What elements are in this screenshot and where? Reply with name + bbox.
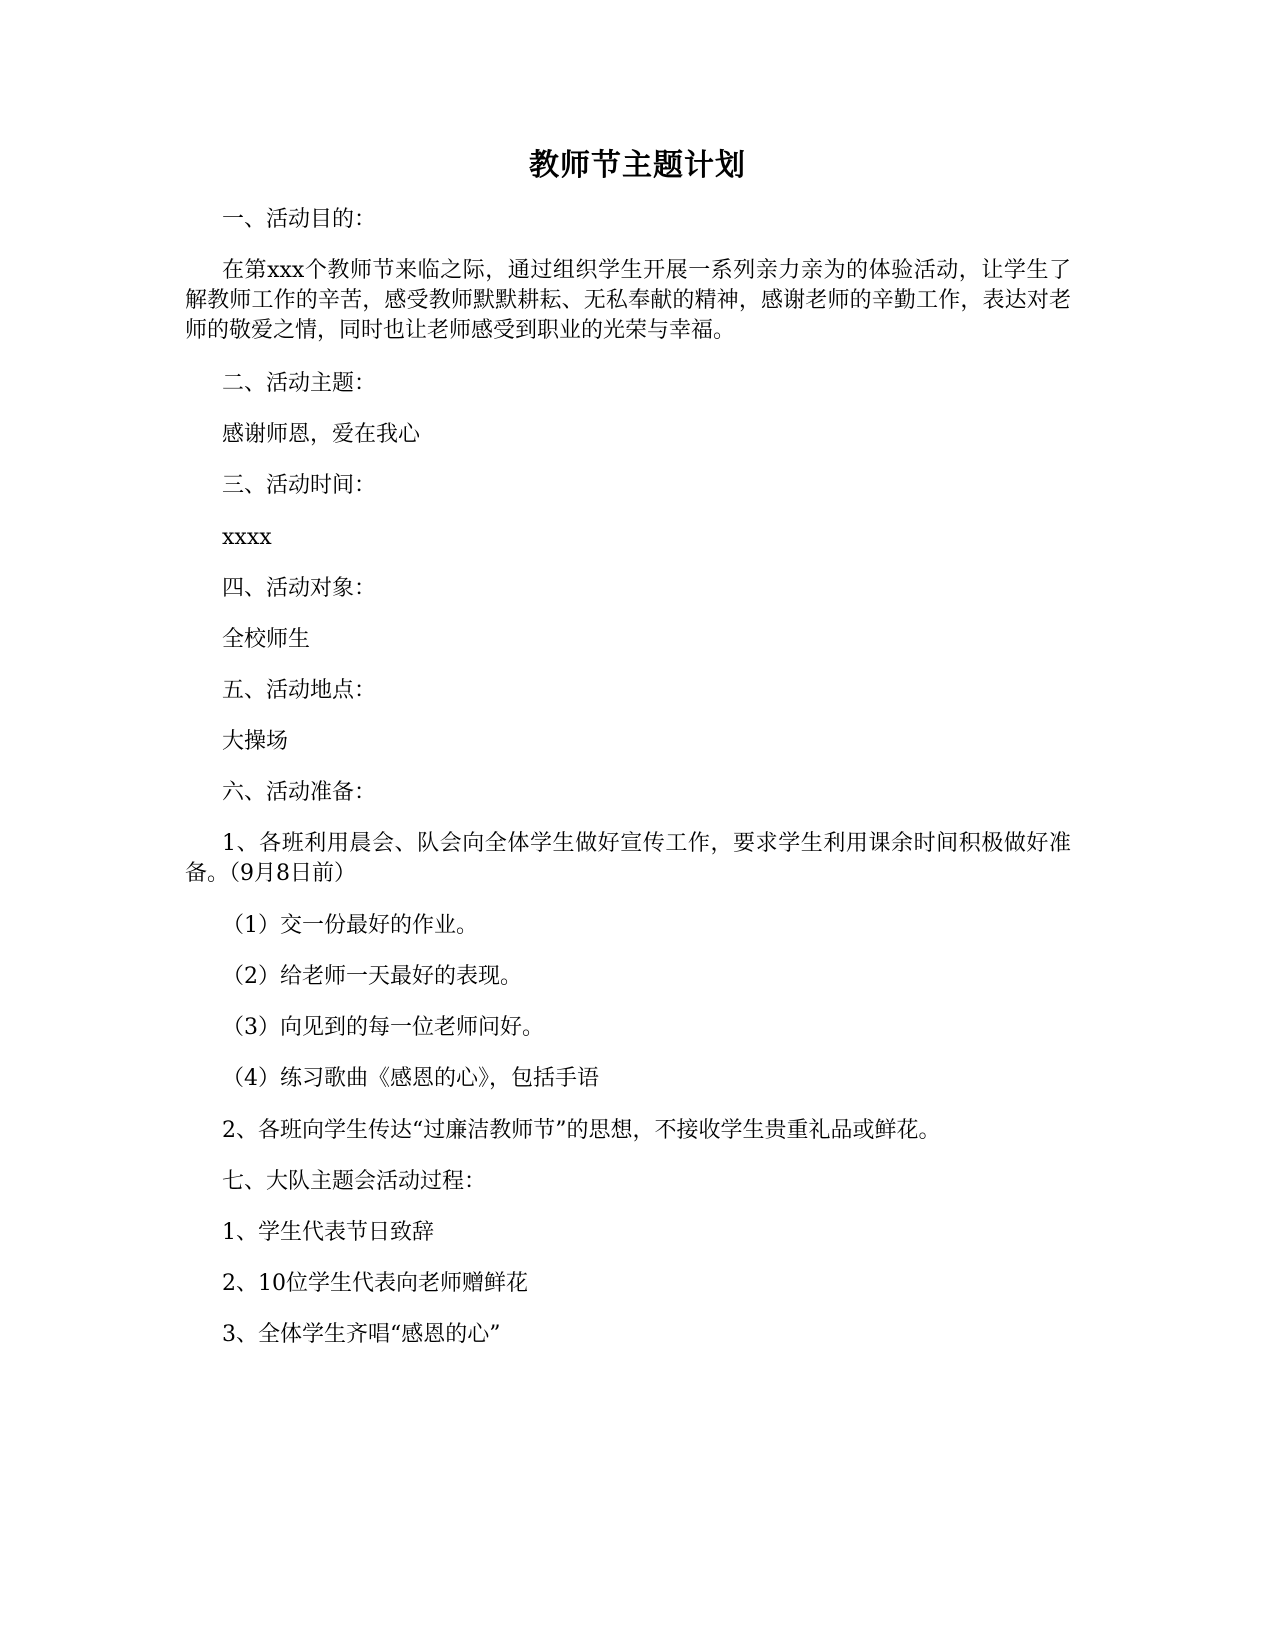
section-heading-purpose: 一、活动目的： xyxy=(222,207,377,232)
paragraph-theme: 感谢师恩，爱在我心 xyxy=(222,422,421,447)
list-item-prep-sub-3: （3）向见到的每一位老师问好。 xyxy=(222,1015,544,1040)
paragraph-prep-item-1: 1、各班利用晨会、队会向全体学生做好宣传工作，要求学生利用课余时间积极做好准备。（9月8日前） xyxy=(185,831,1071,886)
section-heading-preparation: 六、活动准备： xyxy=(222,780,377,805)
section-heading-process: 七、大队主题会活动过程： xyxy=(222,1169,487,1194)
paragraph-prep-item-2: 2、各班向学生传达“过廉洁教师节”的思想，不接收学生贵重礼品或鲜花。 xyxy=(222,1118,941,1143)
paragraph-time: xxxx xyxy=(222,525,272,550)
section-heading-place: 五、活动地点： xyxy=(222,678,377,703)
paragraph-place: 大操场 xyxy=(222,729,289,754)
page-title: 教师节主题计划 xyxy=(529,148,746,183)
paragraph-purpose: 在第xxx个教师节来临之际，通过组织学生开展一系列亲力亲为的体验活动，让学生了解教师工作的辛苦，感受教师默默耕耘、无私奉献的精神，感谢老师的辛勤工作，表达对老师的敬爱之情，同时也让老师感受到职业的光荣与幸福。 xyxy=(185,258,1071,343)
list-item-prep-sub-4: （4）练习歌曲《感恩的心》，包括手语 xyxy=(222,1066,599,1091)
list-item-prep-sub-1: （1）交一份最好的作业。 xyxy=(222,913,478,938)
list-item-prep-sub-2: （2）给老师一天最好的表现。 xyxy=(222,964,522,989)
section-heading-time: 三、活动时间： xyxy=(222,473,377,498)
section-heading-theme: 二、活动主题： xyxy=(222,371,377,396)
list-item-process-1: 1、学生代表节日致辞 xyxy=(222,1220,434,1245)
list-item-process-3: 3、全体学生齐唱“感恩的心” xyxy=(222,1322,501,1347)
paragraph-target: 全校师生 xyxy=(222,627,311,652)
section-heading-target: 四、活动对象： xyxy=(222,576,377,601)
list-item-process-2: 2、10位学生代表向老师赠鲜花 xyxy=(222,1271,528,1296)
